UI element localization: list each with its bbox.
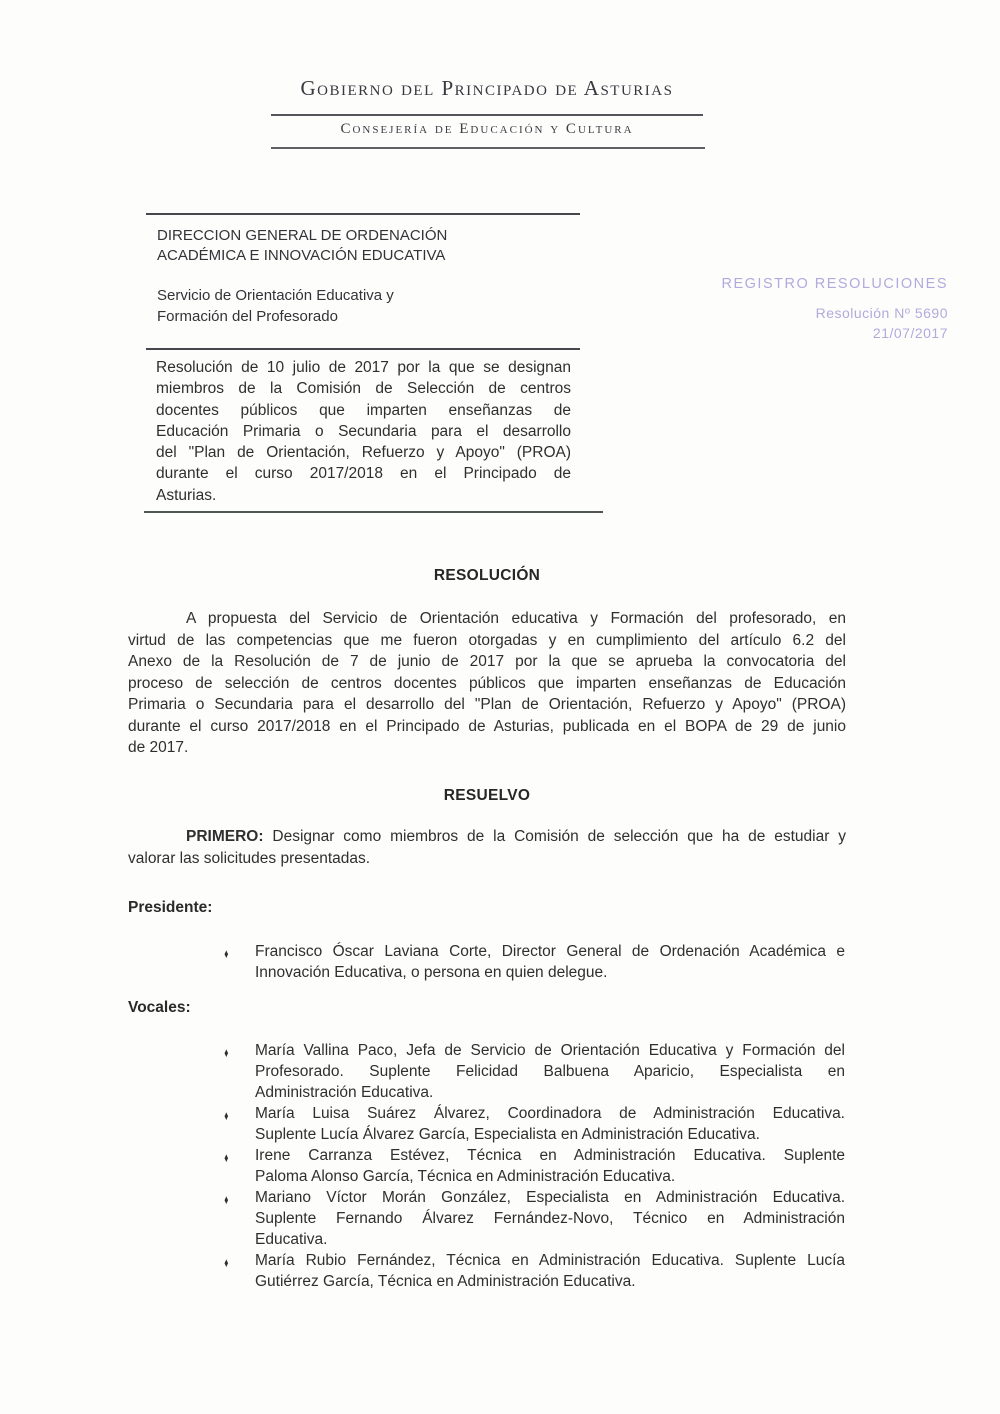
government-letterhead-subtitle: Consejería de Educación y Cultura: [340, 121, 634, 137]
presidente-label: Presidente:: [128, 899, 213, 916]
primero-text: Designar como miembros de la Comisión de selección que ha de estudiar y: [272, 828, 846, 845]
vocales-member-list: [224, 1040, 845, 1292]
stamp-date: 21/07/2017: [872, 325, 948, 341]
primero-label: PRIMERO:: [186, 828, 264, 845]
primero-paragraph: [128, 826, 846, 869]
committee-member-item: [224, 941, 845, 983]
letterhead-divider-bottom: [271, 147, 705, 149]
diamond-bullet-icon: ♦: [224, 1255, 229, 1270]
diamond-bullet-icon: ♦: [224, 1045, 229, 1060]
diamond-bullet-icon: ♦: [224, 1108, 229, 1123]
subject-summary: Resolución de 10 julio de 2017 por la que se designan miembros de la Comisión de Selección de centros docentes públicos que imparten enseñanzas de Educación Primaria o Secundaria para el desarrollo del "Plan de Orientación, Refuerzo y Apoyo" (PROA) durante el curso 2017/2018 en el Principado de Asturias.: [156, 359, 571, 504]
registry-stamp: [700, 276, 948, 343]
government-letterhead-title: Gobierno del Principado de Asturias: [300, 76, 674, 100]
resolucion-paragraph: A propuesta del Servicio de Orientación educativa y Formación del profesorado, en virtud de las competencias que me fueron otorgadas y en cumplimiento del artículo 6.2 del Anexo de la Resolución de 7 de junio de 2017 por la que se aprueba la convocatoria del proceso de selección de centros docentes públicos que imparten enseñanzas de Educación Primaria o Secundaria para el desarrollo del "Plan de Orientación, Refuerzo y Apoyo" (PROA) durante el curso 2017/2018 en el Principado de Asturias, publicada en el BOPA de 29 de junio de 2017.: [128, 610, 846, 756]
committee-member-item: [224, 1187, 845, 1250]
member-text: Francisco Óscar Laviana Corte, Director General de Ordenación Académica e Innovación Educativa, o persona en quien delegue.: [255, 943, 845, 981]
vocales-label: Vocales:: [128, 999, 191, 1016]
member-text: Mariano Víctor Morán González, Especialista en Administración Educativa. Suplente Fernando Álvarez Fernández-Novo, Técnico en Administración Educativa.: [255, 1189, 845, 1248]
subject-box-divider-bottom: [144, 511, 603, 513]
sender-service: [157, 286, 394, 327]
member-text: Irene Carranza Estévez, Técnica en Administración Educativa. Suplente Paloma Alonso García, Técnica en Administración Educativa.: [255, 1147, 845, 1185]
subject-box-divider-top: [146, 348, 580, 350]
letterhead-divider-top: [271, 114, 703, 116]
committee-member-item: [224, 1145, 845, 1187]
service-line: Servicio de Orientación Educativa y: [157, 287, 394, 304]
department-line: ACADÉMICA E INNOVACIÓN EDUCATIVA: [157, 246, 446, 264]
service-line: Formación del Profesorado: [157, 307, 338, 325]
committee-member-item: [224, 1040, 845, 1103]
presidente-member-list: [224, 941, 845, 983]
committee-member-item: [224, 1250, 845, 1292]
member-text: María Rubio Fernández, Técnica en Administración Educativa. Suplente Lucía Gutiérrez García, Técnica en Administración Educativa.: [255, 1252, 845, 1290]
committee-member-item: [224, 1103, 845, 1145]
member-text: María Luisa Suárez Álvarez, Coordinadora de Administración Educativa. Suplente Lucía Álvarez García, Especialista en Administración Educativa.: [255, 1105, 845, 1143]
resuelvo-heading: RESUELVO: [443, 787, 531, 804]
sender-divider-top: [146, 213, 580, 215]
stamp-resolution-number: Resolución Nº 5690: [815, 305, 948, 321]
primero-text-line2: valorar las solicitudes presentadas.: [128, 849, 371, 867]
stamp-registry-label: REGISTRO RESOLUCIONES: [721, 276, 948, 292]
sender-department: [157, 226, 447, 265]
diamond-bullet-icon: ♦: [224, 1150, 229, 1165]
diamond-bullet-icon: ♦: [224, 1192, 229, 1207]
department-line: DIRECCION GENERAL DE ORDENACIÓN: [157, 227, 448, 244]
member-text: María Vallina Paco, Jefa de Servicio de Orientación Educativa y Formación del Profesorado. Suplente Felicidad Balbuena Aparicio, Especialista en Administración Educativa.: [255, 1042, 845, 1101]
diamond-bullet-icon: ♦: [224, 946, 229, 961]
resolucion-heading: RESOLUCIÓN: [433, 567, 541, 584]
